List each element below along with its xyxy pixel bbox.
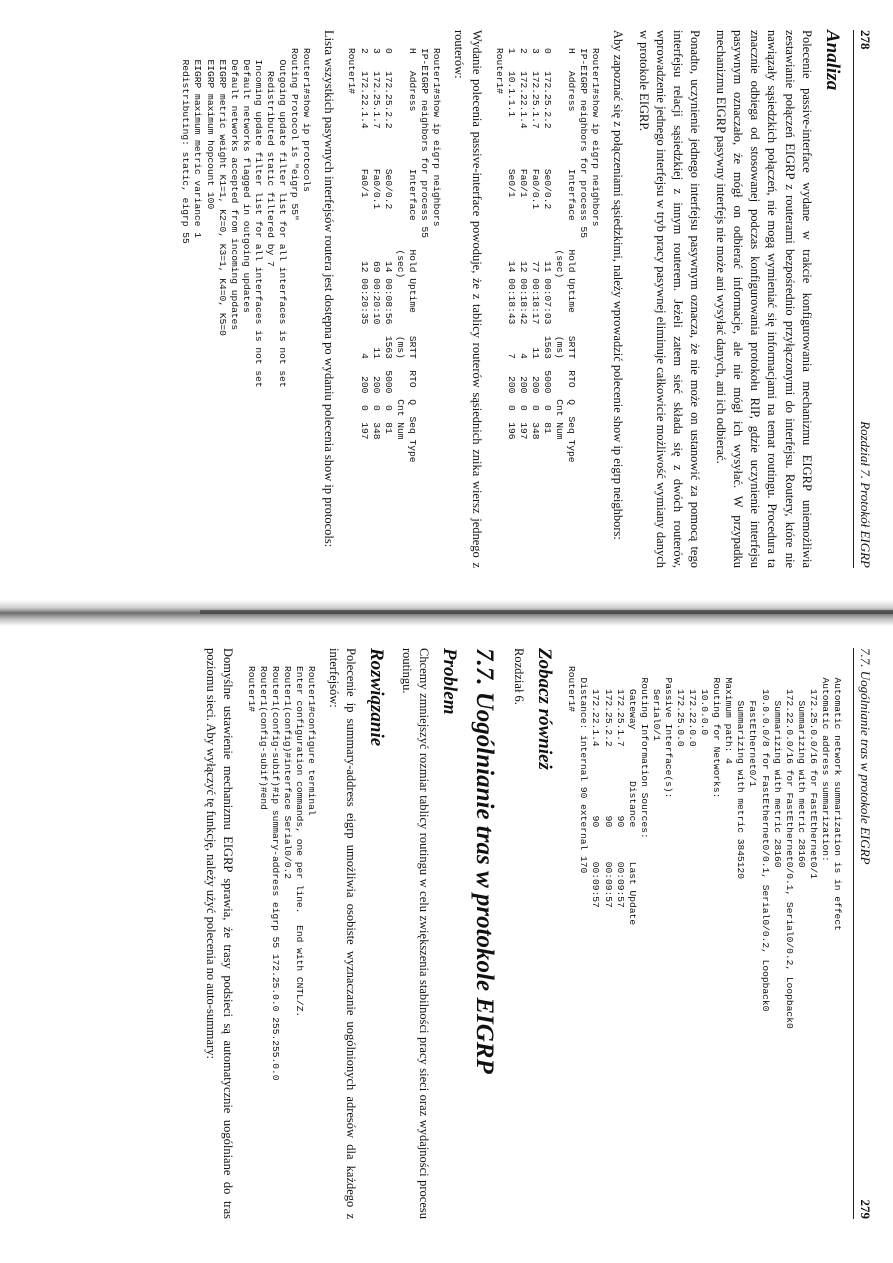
paragraph-2: Ponadto, uczynienie jednego interfejsu pasywnym oznacza, że nie może on ustanowić za pomocą tego interfejsu relacji sąsiedzkiej z innym routerem. Jeżeli zatem sieć składa się z dwóch routerów, wprowadzenie jednego interfejsu w tryb pracy pasywnej eliminuje całkowicie możliwość wymiany danych w protokole EIGRP.	[636, 30, 703, 568]
section-header: 7.7. Uogólnianie tras w protokole EIGRP	[858, 648, 873, 865]
page-number: 278	[858, 30, 873, 50]
left-page-scan	[0, 0, 893, 612]
paragraph-5: Lista wszystkich pasywnych interfejsów routera jest dostępna po wydaniu polecenia show ip protocols:	[322, 30, 337, 548]
analysis-heading: Analiza	[822, 30, 843, 91]
code-neighbors-after: Router1#show ip eigrp neighbors IP-EIGRP neighbors for process 55 H Address Interface Hold Uptime SRTT RTO Q Seq Type (sec) (ms) Cnt Num 0 172.25.2.2 Se0/0.2 14 00:08:56 1563 5000 0 81 3 172.25.1.7 Fa0/0.1 69 00:20:10 11 200 0 348 2 172.22.1.4 Fa0/1 12 00:20:35 4 200 0 197 Router1#	[346, 48, 443, 463]
solution-heading: Rozwiązanie	[366, 648, 388, 747]
section-title: 7.7. Uogólnianie tras w protokole EIGRP	[470, 648, 498, 1074]
code-neighbors-before: Router1#show ip eigrp neighbors IP-EIGRP neighbors for process 55 H Address Interface Hold Uptime SRTT RTO Q Seq Type (sec) (ms) Cnt Num 0 172.25.2.2 Se0/0.2 11 00:07:03 1563 5000 0 81 3 172.25.1.7 Fa0/0.1 77 00:18:17 11 200 0 348 2 172.22.1.4 Fa0/1 12 00:18:42 4 200 0 197 1 10.1.1.1 Se0/1 14 00:18:43 7 200 0 196 Router1#	[493, 48, 602, 463]
right-page-scan	[0, 612, 893, 1263]
running-header	[853, 30, 873, 568]
chapter-header: Rozdział 7. Protokół EIGRP	[858, 421, 873, 568]
see-also-text: Rozdział 6.	[512, 648, 527, 705]
solution-text: Polecenie ip summary-address eigrp umożliwia osobiste wyznaczanie uogólnionych adresów dla każdego z interfejsów:	[327, 648, 359, 1219]
closing-text: Domyślne ustawienie mechanizmu EIGRP sprawia, że trasy podsieci są automatycznie uogólniane do tras poziomu sieci. Aby wyłączyć tę funkcję, należy użyć polecenia no auto-summary:	[204, 648, 236, 1219]
right-page	[0, 612, 893, 1263]
left-page	[0, 0, 893, 612]
code-summary-address: Router1#configure terminal Enter configuration commands, one per line. End with CNTL/Z. Router1(config)#interface Serial0/0.2 Router1(config-subif)#ip summary-address eigrp 55 172.25.0.0 255.255.0.0 Router1(config-subif)#end Router1#	[245, 666, 317, 1081]
running-header	[853, 648, 873, 1219]
paragraph-4: Wydanie polecenia passive-interface powoduje, że z tablicy routerów sąsiednich znika wiersz jednego z routerów:	[452, 30, 484, 568]
problem-text: Chcemy zmniejszyć rozmiar tablicy routingu w celu zwiększenia stabilności pracy sieci oraz wydajności procesu routingu.	[399, 648, 431, 1219]
code-protocols-continued: Automatic network summarization is in effect Automatic address summarization: 172.25.0.0/16 for FastEthernet0/1 Summarizing with metric 28160 172.22.0.0/16 for FastEthernet0/0.1, Serial0/0.2, Loopback0 Summarizing with metric 28160 10.0.0.0/8 for FastEthernet0/0.1, Serial0/0.2, Loopback0 FastEthernet0/1 Summarizing with metric 3845120 Maximum path: 4 Routing for Networks: 10.0.0.0 172.22.0.0 172.25.0.0 Passive Interface(s): Serial0/1 Routing Information Sources: Gateway Distance Last Update 172.25.1.7 90 00:09:57 172.25.2.2 90 00:09:57 172.22.1.4 90 00:09:57 Distance: internal 90 external 170 Router1#	[566, 666, 843, 1029]
code-show-ip-protocols: Router1#show ip protocols Routing Protocol is "eigrp 55" Outgoing update filter list for all interfaces is not set Redistributed static filtered by 7 Incoming update filter list for all interfaces is not set Default networks flagged in outgoing updates Default networks accepted from incoming updates EIGRP metric weight K1=1, K2=0, K3=1, K4=0, K5=0 EIGRP maximum hopcount 100 EIGRP maximum metric variance 1 Redistributing: static, eigrp 55	[180, 48, 313, 388]
problem-heading: Problem	[438, 648, 460, 715]
paragraph-3: Aby zapoznać się z połączeniami sąsiedzkimi, należy wprowadzić polecenie show ip eigrp neighbors:	[611, 30, 626, 540]
paragraph-1: Polecenie passive-interface wydane w trakcie konfigurowania mechanizmu EIGRP uniemożliwia zestawianie połączeń EIGRP z routerami bezpośrednio przyłączonymi do interfejsu. Routery, które nie nawiązały sąsiedzkich połączeń, nie mogą wymieniać się informacjami na temat routingu. Procedura ta znacznie odbiega od stosowanej podczas konfigurowania protokołu RIP, gdzie uczynienie interfejsu pasywnym oznaczało, że mógł on odbierać informacje, ale nie mógł ich wysyłać. W przypadku mechanizmu EIGRP pasywny interfejs nie może ani wysyłać danych, ani ich odbierać.	[713, 30, 814, 568]
page-number: 279	[858, 1199, 873, 1219]
see-also-heading: Zobacz również	[534, 648, 556, 770]
